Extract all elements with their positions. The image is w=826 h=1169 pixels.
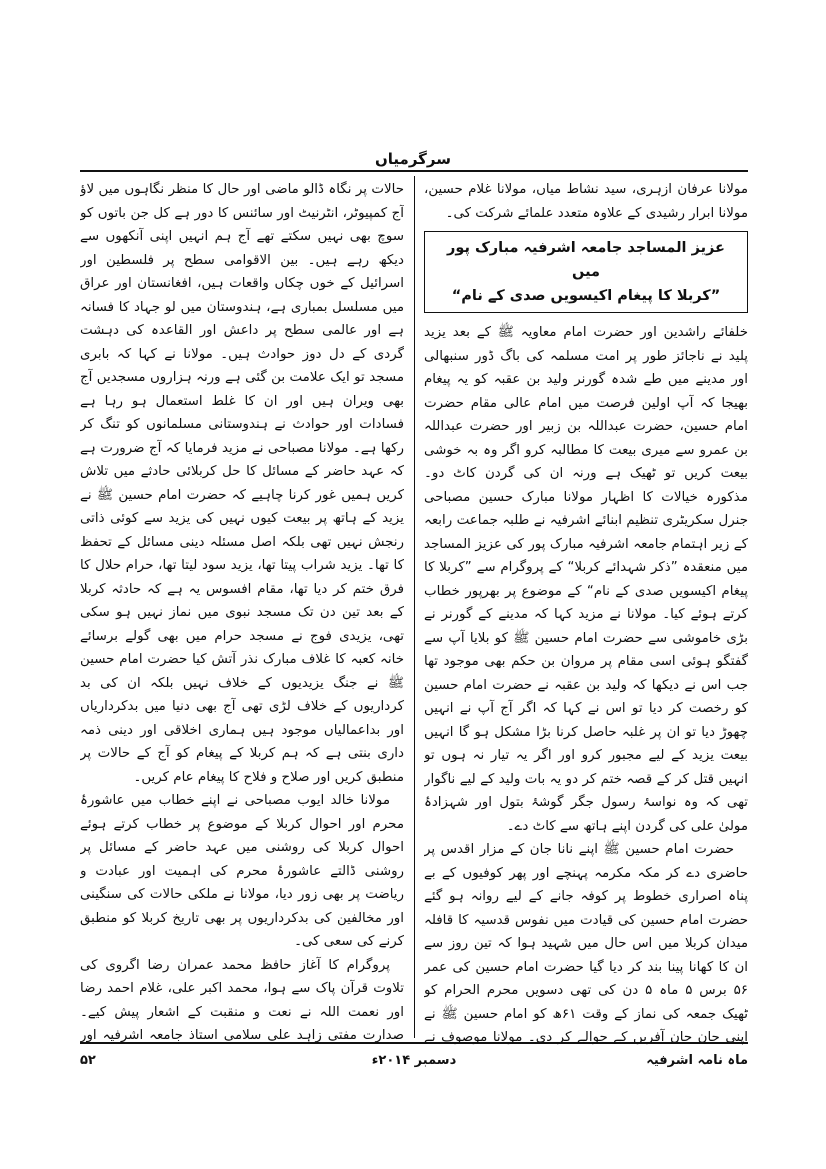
intro-paragraph: مولانا عرفان ازہری، سید نشاط میاں، مولانا غلام حسین، مولانا ابرار رشیدی کے علاوہ متعدد علمائے شرکت کی۔ — [424, 182, 748, 221]
footer-date: دسمبر ۲۰۱۴ء — [371, 1053, 457, 1068]
article-paragraph: خلفائے راشدین اور حضرت امام معاویہ ﷺ کے بعد یزید پلید نے ناجائز طور پر امت مسلمہ کی باگ ڈور سنبھالی اور مدینے میں طے شدہ گورنر ولید بن عقبہ کو یہ پیغام بھیجا کہ آپ اولین فرصت میں امام عالی مقام حضرت امام حسین، حضرت عبداللہ بن زبیر اور حضرت عبداللہ بن عمرو سے میری بیعت کا مطالبہ کرو اگر وہ بہ خوشی بیعت کریں تو ٹھیک ہے ورنہ ان کی گردن کاٹ دو۔ مذکورہ خیالات کا اظہار مولانا مبارک حسین مصباحی جنرل سکریٹری تنظیم ابنائے اشرفیہ نے طلبہ جماعت رابعہ کے زیر اہتمام جامعہ اشرفیہ مبارک پور کی عزیز المساجد میں منعقدہ ”ذکر شہدائے کربلا“ کے پروگرام سے ”کربلا کا پیغام اکیسویں صدی کے نام“ کے موضوع پر بھرپور خطاب کرتے ہوئے کیا۔ مولانا نے مزید کہا کہ مدینے کے گورنر نے بڑی خاموشی سے حضرت امام حسین ﷺ کو بلایا آپ سے گفتگو ہوئی اسی مقام پر مروان بن حکم بھی موجود تھا جب اس نے دیکھا کہ ولید بن عقبہ نے حضرت امام حسین کو رخصت کر دیا تو اس نے کہا کہ اگر آج آپ نے انہیں چھوڑ دیا تو ان پر غلبہ حاصل کرنا بڑا مشکل ہو گا انہیں بیعت یزید کے لیے مجبور کرو اور اگر یہ تیار نہ ہوں تو انہیں قتل کر کے قصہ ختم کر دو یہ بات ولید کے لیے ناگوار تھی کہ وہ نواسۂ رسول جگر گوشۂ بتول اور شہزادۂ مولیٰ علی کی گردن اپنے ہاتھ سے کاٹ دے۔ — [424, 325, 748, 834]
page-footer — [80, 1050, 748, 1072]
footer-magazine-name: ماہ نامہ اشرفیہ — [646, 1053, 748, 1068]
article-headline-box — [424, 231, 748, 313]
left-column — [80, 170, 404, 1048]
article-paragraph: حضرت امام حسین ﷺ اپنے نانا جان کے مزار اقدس پر حاضری دے کر مکہ مکرمہ پہنچے اور پھر کوفیوں کے بے پناہ اصراری خطوط پر کوفہ جانے کے لیے روانہ ہو گئے حضرت امام حسین کی قیادت میں نفوس قدسیہ کا قافلہ میدان کربلا میں اس حال میں شہید ہوا کہ تین روز سے ان کا کھانا پینا بند کر دیا گیا حضرت امام حسین کی عمر ۵۶ برس ۵ ماہ ۵ دن کی تھی دسویں محرم الحرام کو ٹھیک جمعہ کی نماز کے وقت ۶۱ھ کو امام حسین ﷺ نے اپنی جان جان آفریں کے حوالے کر دی۔ مولانا موصوف نے — [424, 842, 748, 1045]
article-paragraph: پروگرام کا آغاز حافظ محمد عمران رضا اگروی کی تلاوت قرآن پاک سے ہوا، محمد اکبر علی، غلام احمد رضا اور نعمت اللہ نے نعت و منقبت کے اشعار پیش کیے۔ صدارت مفتی زاہد علی سلامی استاذ جامعہ اشرفیہ اور — [80, 957, 404, 1043]
headline-line-2: ”کربلا کا پیغام اکیسویں صدی کے نام“ — [451, 288, 721, 304]
column-divider — [414, 176, 415, 1038]
page-section-title: سرگرمیاں — [375, 150, 451, 168]
right-column — [424, 170, 748, 1048]
article-paragraph: حالات پر نگاہ ڈالو ماضی اور حال کا منظر نگاہوں میں لاؤ آج کمپیوٹر، انٹرنیٹ اور سائنس کا دور ہے کل جن باتوں کو سوچ بھی نہیں سکتے تھے آج ہم انہیں اپنی آنکھوں سے دیکھ رہے ہیں۔ بین الاقوامی سطح پر فلسطین اور اسرائیل کے خوں چکاں واقعات ہیں، افغانستان اور عراق میں مسلسل بمباری ہے، ہندوستان میں لو جہاد کا فسانہ ہے اور عالمی سطح پر داعش اور القاعدہ کی دہشت گردی کے دل دوز حوادث ہیں۔ مولانا نے کہا کہ بابری مسجد تو ایک علامت بن گئی ہے ورنہ ہزاروں مسجدیں آج بھی ویران ہیں اور ان کا غلط استعمال ہو رہا ہے فسادات اور حوادث نے ہندوستانی مسلمانوں کو تنگ کر رکھا ہے۔ مولانا مصباحی نے مزید فرمایا کہ آج ضرورت ہے کہ عہد حاضر کے مسائل کا حل کربلائی حادثے میں تلاش کریں ہمیں غور کرنا چاہیے کہ حضرت امام حسین ﷺ نے یزید کے ہاتھ پر بیعت کیوں نہیں کی یزید سے کوئی ذاتی رنجش نہیں تھی بلکہ اصل مسئلہ دینی مسائل کے تحفظ کا تھا۔ یزید شراب پیتا تھا، یزید سود لیتا تھا، حرام حلال کا فرق ختم کر دیا تھا، مقام افسوس یہ ہے کہ حادثہ کربلا کے بعد تین دن تک مسجد نبوی میں نماز نہیں ہو سکی تھی، یزیدی فوج نے مسجد حرام میں بھی گولے برسائے خانہ کعبہ کا غلاف مبارک نذر آتش کیا حضرت امام حسین ﷺ نے جنگ یزیدیوں کے خلاف نہیں بلکہ ان کی بد کرداریوں کے خلاف لڑی تھی آج بھی دنیا میں بدکرداریاں اور بداعمالیاں موجود ہیں ہماری اخلاقی اور دینی ذمہ داری بنتی ہے کہ ہم کربلا کے پیغام کو آج کے حالات پر منطبق کریں اور صلاح و فلاح کا پیغام عام کریں۔ — [80, 182, 404, 785]
footer-page-number: ۵۲ — [80, 1053, 96, 1068]
article-paragraph: مولانا خالد ایوب مصباحی نے اپنے خطاب میں عاشورۂ محرم اور احوال کربلا کے موضوع پر خطاب کرتے ہوئے احوال کربلا کی روشنی میں عہد حاضر کے مسائل پر روشنی ڈالتے عاشورۂ محرم کی اہمیت اور عبادت و ریاضت پر بھی زور دیا، مولانا نے ملکی حالات کی سنگینی اور مخالفین کی بدکرداریوں پر بھی تاریخ کربلا کو منطبق کرنے کی سعی کی۔ — [80, 793, 404, 949]
headline-line-1: عزیز المساجد جامعہ اشرفیہ مبارک پور میں — [447, 240, 725, 280]
